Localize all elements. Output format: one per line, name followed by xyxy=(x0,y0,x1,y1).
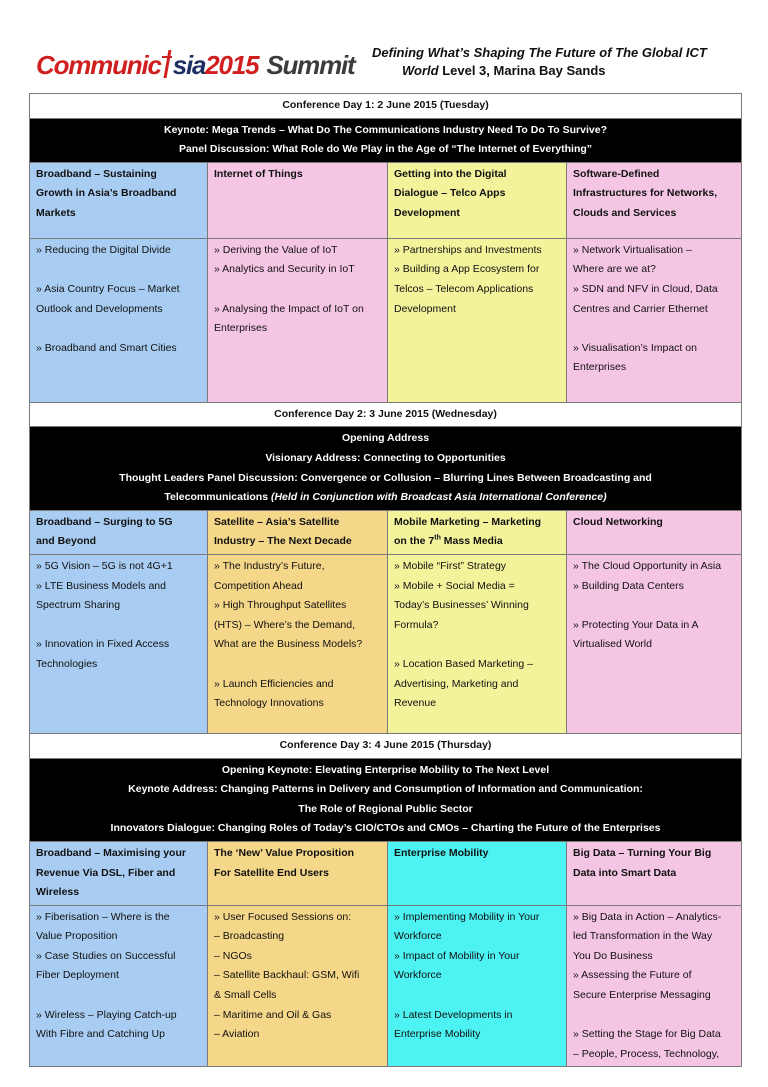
session-item: Revenue xyxy=(394,697,437,710)
antenna-mast-icon xyxy=(161,50,173,78)
day3-sessions-big-data xyxy=(567,905,742,1067)
tagline-venue: Level 3, Marina Bay Sands xyxy=(438,63,606,78)
session-item: – NGOs xyxy=(214,949,252,962)
session-item: – Aviation xyxy=(214,1028,260,1041)
session-item: » Big Data in Action – Analytics- xyxy=(573,910,722,923)
session-item: Technology Innovations xyxy=(214,697,324,710)
session-item: Fiber Deployment xyxy=(36,969,119,982)
day1-session-row xyxy=(30,238,742,402)
session-item: & Small Cells xyxy=(214,989,277,1002)
session-item: Virtualised World xyxy=(573,638,652,651)
track-title-line: Mobile Marketing – Marketing xyxy=(394,515,542,528)
day1-sessions-software-defined xyxy=(567,238,742,402)
day1-heading-row xyxy=(30,94,742,119)
session-item: You Do Business xyxy=(573,949,653,962)
track-title-line: Clouds and Services xyxy=(573,206,677,219)
session-item: Centres and Carrier Ethernet xyxy=(573,302,708,315)
day1-track-digital-dialogue xyxy=(388,162,567,238)
title-fragment: on the 7 xyxy=(394,535,435,548)
day3-track-broadband xyxy=(30,841,208,905)
session-item: » Mobile + Social Media = xyxy=(394,579,515,592)
page-header xyxy=(0,0,768,92)
session-item: » Building Data Centers xyxy=(573,579,684,592)
day1-track-iot xyxy=(208,162,388,238)
track-title-line: Markets xyxy=(36,206,76,219)
day2-track-cloud xyxy=(567,510,742,554)
title-fragment: Mass Media xyxy=(440,535,503,548)
track-title-line: Broadband – Surging to 5G xyxy=(36,515,173,528)
day1-banner-row xyxy=(30,118,742,162)
session-item: » Setting the Stage for Big Data xyxy=(573,1028,721,1041)
session-item: Enterprises xyxy=(214,322,268,335)
logo-word-communic: Communic xyxy=(36,50,161,80)
session-item: » User Focused Sessions on: xyxy=(214,910,352,923)
track-title-line: Dialogue – Telco Apps xyxy=(394,187,506,200)
day3-track-enterprise-mobility xyxy=(388,841,567,905)
session-item: (HTS) – Where’s the Demand, xyxy=(214,618,356,631)
session-item: Secure Enterprise Messaging xyxy=(573,989,711,1002)
track-title-line: The ‘New’ Value Proposition xyxy=(214,846,355,859)
session-item: » Network Virtualisation – xyxy=(573,243,692,256)
session-item: » LTE Business Models and xyxy=(36,579,166,592)
track-title-line: Data into Smart Data xyxy=(573,866,677,879)
session-item: Today’s Businesses’ Winning xyxy=(394,599,529,612)
day2-session-row xyxy=(30,554,742,733)
day2-panel-telecom: Telecommunications xyxy=(164,491,271,504)
session-item: » 5G Vision – 5G is not 4G+1 xyxy=(36,559,173,572)
session-item: » Wireless – Playing Catch-up xyxy=(36,1008,177,1021)
logo-year: 2015 xyxy=(205,50,259,80)
day3-track-row xyxy=(30,841,742,905)
session-item: – Satellite Backhaul: GSM, Wifi xyxy=(214,969,360,982)
day2-sessions-cloud xyxy=(567,554,742,733)
session-item: Where are we at? xyxy=(573,263,656,276)
day2-track-satellite xyxy=(208,510,388,554)
event-tagline xyxy=(372,44,707,80)
session-item: Value Proposition xyxy=(36,930,118,943)
session-item: – Maritime and Oil & Gas xyxy=(214,1008,332,1021)
track-title-line: Revenue Via DSL, Fiber and xyxy=(36,866,176,879)
conference-schedule-table xyxy=(29,93,742,1067)
day3-innovators-dialogue: Innovators Dialogue: Changing Roles of Today’s CIO/CTOs and CMOs – Charting the Future of the Enterprises xyxy=(110,822,661,835)
track-title-line: Enterprise Mobility xyxy=(394,846,489,859)
day3-heading: Conference Day 3: 4 June 2015 (Thursday) xyxy=(30,733,742,758)
day2-track-row xyxy=(30,510,742,554)
track-title-line: Broadband – Sustaining xyxy=(36,167,157,180)
session-item: Advertising, Marketing and xyxy=(394,677,519,690)
session-item: » Latest Developments in xyxy=(394,1008,513,1021)
day2-sessions-broadband xyxy=(30,554,208,733)
session-item: » Protecting Your Data in A xyxy=(573,618,699,631)
day3-opening-keynote: Opening Keynote: Elevating Enterprise Mobility to The Next Level xyxy=(221,763,550,776)
track-title-line xyxy=(394,532,560,552)
day3-sessions-enterprise-mobility xyxy=(388,905,567,1067)
track-title-line: Development xyxy=(394,206,460,219)
track-title-line: Industry – The Next Decade xyxy=(214,535,352,548)
track-title-line: Big Data – Turning Your Big xyxy=(573,846,712,859)
session-item: » Deriving the Value of IoT xyxy=(214,243,338,256)
session-item: » Fiberisation – Where is the xyxy=(36,910,170,923)
day2-track-broadband xyxy=(30,510,208,554)
tagline-line-1: Defining What’s Shaping The Future of The Global ICT xyxy=(372,45,707,60)
session-item: Spectrum Sharing xyxy=(36,599,121,612)
session-item: – Broadcasting xyxy=(214,930,285,943)
track-title-line: Wireless xyxy=(36,886,80,899)
session-item: » Assessing the Future of xyxy=(573,969,692,982)
day3-sessions-satellite xyxy=(208,905,388,1067)
session-item: With Fibre and Catching Up xyxy=(36,1028,165,1041)
day2-opening-address: Opening Address xyxy=(341,432,430,445)
session-item: » Analytics and Security in IoT xyxy=(214,263,355,276)
day1-track-row xyxy=(30,162,742,238)
day1-heading: Conference Day 1: 2 June 2015 (Tuesday) xyxy=(30,94,742,119)
track-title-line: Cloud Networking xyxy=(573,515,663,528)
session-item: » Impact of Mobility in Your xyxy=(394,949,520,962)
day2-heading-row xyxy=(30,402,742,427)
track-title-line: Broadband – Maximising your xyxy=(36,846,186,859)
day3-session-row xyxy=(30,905,742,1067)
day2-visionary-address: Visionary Address: Connecting to Opportunities xyxy=(265,451,506,464)
session-item: Competition Ahead xyxy=(214,579,303,592)
session-item: » Analysing the Impact of IoT on xyxy=(214,302,364,315)
session-item: Development xyxy=(394,302,456,315)
day3-keynote-address-2: The Role of Regional Public Sector xyxy=(298,802,473,815)
day1-track-software-defined xyxy=(567,162,742,238)
session-item: Technologies xyxy=(36,657,98,670)
session-item: » SDN and NFV in Cloud, Data xyxy=(573,282,718,295)
day2-heading: Conference Day 2: 3 June 2015 (Wednesday) xyxy=(30,402,742,427)
day3-banner xyxy=(30,758,742,841)
day2-panel-line-1: Thought Leaders Panel Discussion: Convergence or Collusion – Blurring Lines Between Broadcasting and xyxy=(119,471,652,484)
day2-banner xyxy=(30,427,742,510)
session-item: » The Cloud Opportunity in Asia xyxy=(573,559,722,572)
day1-track-broadband xyxy=(30,162,208,238)
session-item: » Building a App Ecosystem for xyxy=(394,263,540,276)
day2-panel-note: (Held in Conjunction with Broadcast Asia International Conference) xyxy=(270,491,607,504)
session-item: » High Throughput Satellites xyxy=(214,599,347,612)
day2-sessions-mobile-marketing xyxy=(388,554,567,733)
track-title-line: and Beyond xyxy=(36,535,97,548)
session-item: » Visualisation’s Impact on xyxy=(573,341,697,354)
day2-panel-line-2 xyxy=(36,488,735,508)
track-title-line: Internet of Things xyxy=(214,167,303,180)
session-item: Enterprises xyxy=(573,361,627,374)
session-item: » The Industry’s Future, xyxy=(214,559,325,572)
track-title-line: Infrastructures for Networks, xyxy=(573,187,718,200)
day1-sessions-broadband xyxy=(30,238,208,402)
day3-track-satellite xyxy=(208,841,388,905)
session-item: » Case Studies on Successful xyxy=(36,949,176,962)
session-item: » Mobile “First” Strategy xyxy=(394,559,507,572)
session-item: » Launch Efficiencies and xyxy=(214,677,334,690)
title-superscript: th xyxy=(434,534,441,542)
tagline-world: World xyxy=(402,63,439,78)
session-item: – People, Process, Technology, xyxy=(573,1047,720,1060)
session-item: » Asia Country Focus – Market xyxy=(36,282,180,295)
logo-word-summit: Summit xyxy=(266,50,355,80)
track-title-line: Growth in Asia’s Broadband xyxy=(36,187,177,200)
day3-banner-row xyxy=(30,758,742,841)
day1-sessions-digital-dialogue xyxy=(388,238,567,402)
session-item: » Implementing Mobility in Your xyxy=(394,910,540,923)
session-item: Workforce xyxy=(394,930,442,943)
track-title-line: For Satellite End Users xyxy=(214,866,329,879)
tagline-line-2 xyxy=(372,62,707,80)
session-item: Formula? xyxy=(394,618,439,631)
session-item: » Partnerships and Investments xyxy=(394,243,542,256)
day3-heading-row xyxy=(30,733,742,758)
session-item: » Reducing the Digital Divide xyxy=(36,243,171,256)
day1-keynote: Keynote: Mega Trends – What Do The Communications Industry Need To Do To Survive? xyxy=(164,123,607,136)
day3-sessions-broadband xyxy=(30,905,208,1067)
day3-track-big-data xyxy=(567,841,742,905)
session-item: » Broadband and Smart Cities xyxy=(36,341,177,354)
session-item: » Location Based Marketing – xyxy=(394,657,533,670)
day1-sessions-iot xyxy=(208,238,388,402)
day2-track-mobile-marketing xyxy=(388,510,567,554)
communicasia-logo xyxy=(36,40,355,78)
session-item: What are the Business Models? xyxy=(214,638,363,651)
day1-banner xyxy=(30,118,742,162)
session-item: » Innovation in Fixed Access xyxy=(36,638,170,651)
day2-sessions-satellite xyxy=(208,554,388,733)
logo-word-sia: sia xyxy=(172,50,206,80)
track-title-line: Satellite – Asia’s Satellite xyxy=(214,515,340,528)
day2-banner-row xyxy=(30,427,742,510)
day3-keynote-address: Keynote Address: Changing Patterns in Delivery and Consumption of Information and Communication: xyxy=(128,783,643,796)
session-item: Enterprise Mobility xyxy=(394,1028,481,1041)
track-title-line: Getting into the Digital xyxy=(394,167,507,180)
track-title-line: Software-Defined xyxy=(573,167,660,180)
session-item: Workforce xyxy=(394,969,442,982)
session-item: Telcos – Telecom Applications xyxy=(394,282,534,295)
session-item: Outlook and Developments xyxy=(36,302,163,315)
day1-panel: Panel Discussion: What Role do We Play in the Age of “The Internet of Everything” xyxy=(178,143,593,156)
session-item: led Transformation in the Way xyxy=(573,930,713,943)
